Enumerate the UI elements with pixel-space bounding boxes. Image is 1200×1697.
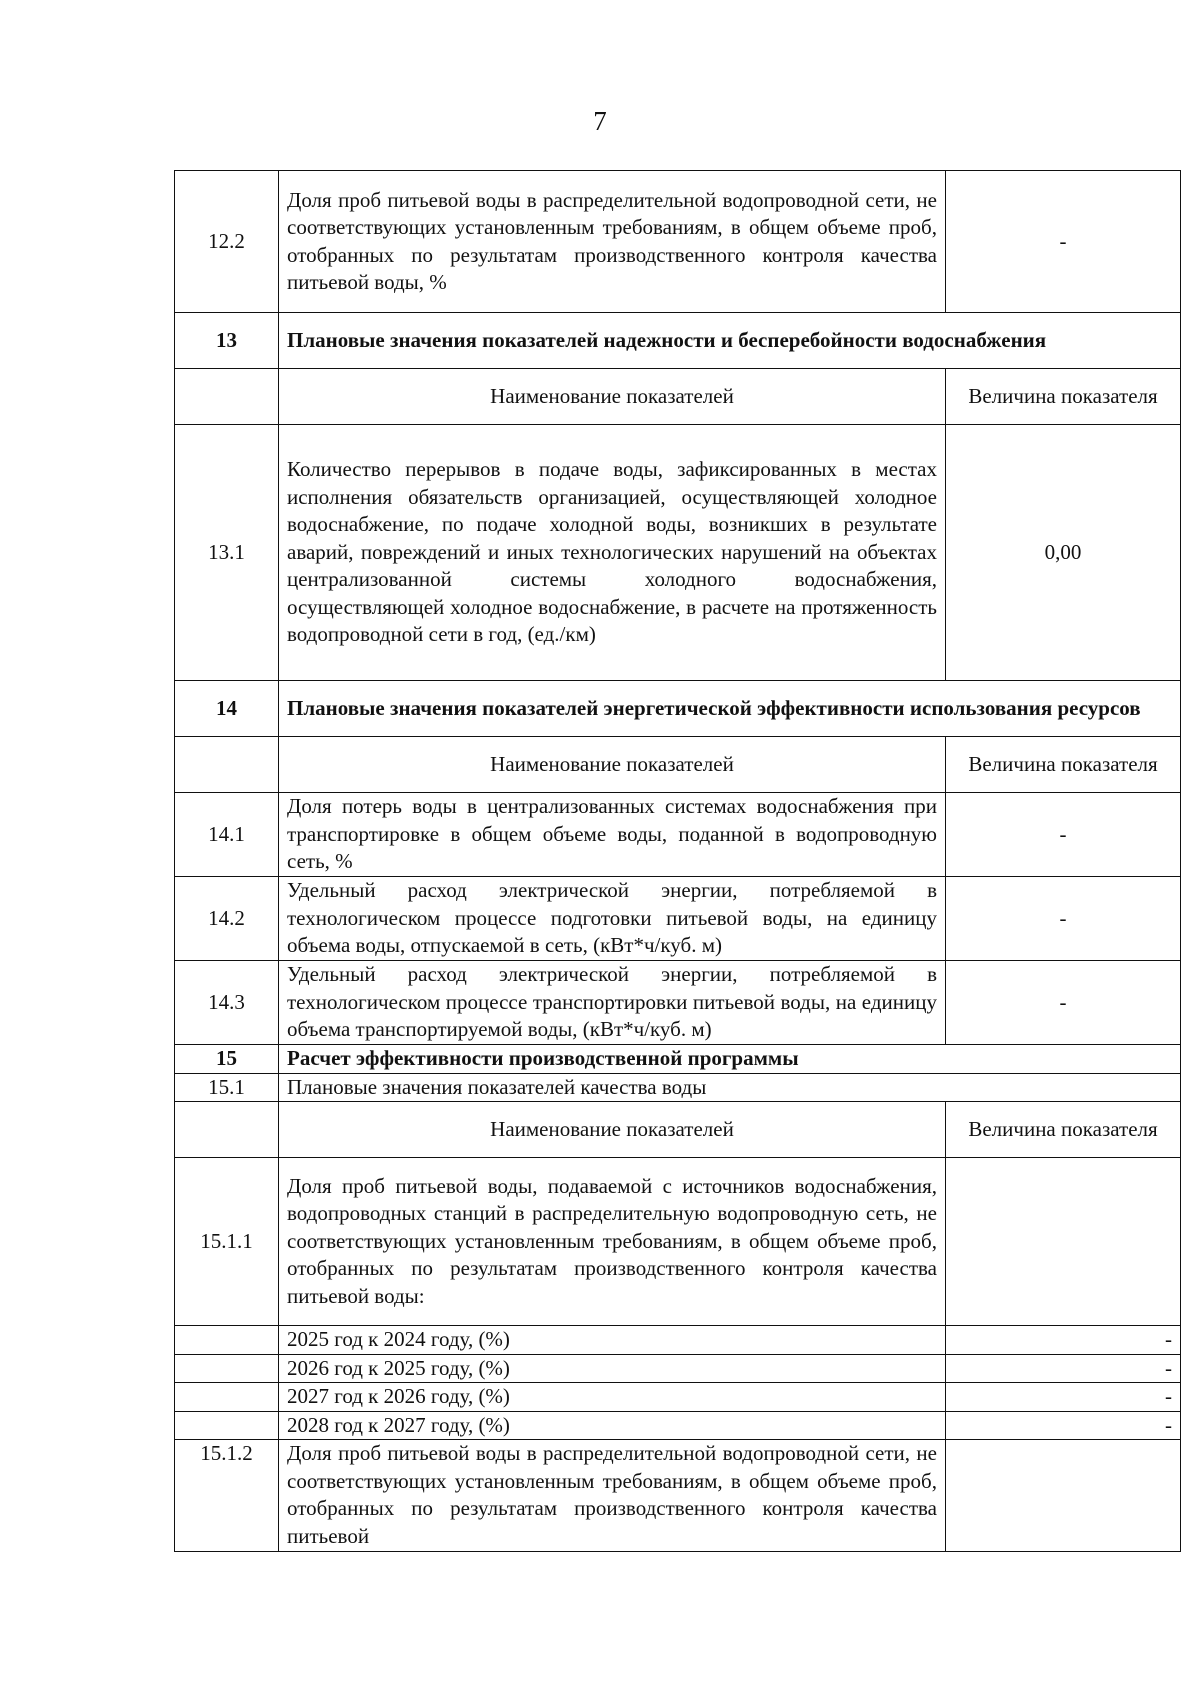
- row-number: 15.1.1: [175, 1158, 279, 1326]
- name-column-header: Наименование показателей: [279, 737, 946, 793]
- row-number: 14.3: [175, 961, 279, 1045]
- section-number: 13: [175, 313, 279, 369]
- name-column-header: Наименование показателей: [279, 369, 946, 425]
- indicator-value: -: [946, 961, 1181, 1045]
- year-value: -: [946, 1326, 1181, 1355]
- empty-cell: [175, 1326, 279, 1355]
- value-column-header: Величина показателя: [946, 1102, 1181, 1158]
- indicator-value: -: [946, 877, 1181, 961]
- indicator-name: Доля проб питьевой воды в распределительной водопроводной сети, не соответствующих установленным требованиям, в общем объеме проб, отобранных по результатам производственного контроля качества питьевой: [279, 1440, 946, 1552]
- empty-cell: [175, 737, 279, 793]
- indicator-value: 0,00: [946, 425, 1181, 681]
- section-number: 14: [175, 681, 279, 737]
- indicator-name: Удельный расход электрической энергии, потребляемой в технологическом процессе транспортировки питьевой воды, на единицу объема транспортируемой воды, (кВт*ч/куб. м): [279, 961, 946, 1045]
- indicator-value: [946, 1440, 1181, 1552]
- indicator-name: Доля проб питьевой воды в распределительной водопроводной сети, не соответствующих установленным требованиям, в общем объеме проб, отобранных по результатам производственного контроля качества питьевой воды, %: [279, 171, 946, 313]
- indicator-name: Плановые значения показателей качества воды: [279, 1073, 1181, 1102]
- section-row-15: [175, 1045, 1181, 1074]
- year-value: -: [946, 1383, 1181, 1412]
- year-row-2025: [175, 1326, 1181, 1355]
- year-value: -: [946, 1411, 1181, 1440]
- year-label: 2027 год к 2026 году, (%): [279, 1383, 946, 1412]
- page-number: 7: [593, 106, 607, 136]
- table-row-15-1-1: [175, 1158, 1181, 1326]
- indicator-value: -: [946, 171, 1181, 313]
- section-row-14: [175, 681, 1181, 737]
- empty-cell: [175, 1354, 279, 1383]
- row-number: 15.1.2: [175, 1440, 279, 1552]
- empty-cell: [175, 1411, 279, 1440]
- indicator-name: Доля проб питьевой воды, подаваемой с источников водоснабжения, водопроводных станций в распределительную водопроводную сеть, не соответствующих установленным требованиям, в общем объеме проб, отобранных по результатам производственного контроля качества питьевой воды:: [279, 1158, 946, 1326]
- section-title: Плановые значения показателей энергетической эффективности использования ресурсов: [279, 681, 1181, 737]
- table-row-14-2: [175, 877, 1181, 961]
- year-row-2027: [175, 1383, 1181, 1412]
- year-label: 2028 год к 2027 году, (%): [279, 1411, 946, 1440]
- table-row-15-1: [175, 1073, 1181, 1102]
- row-number: 13.1: [175, 425, 279, 681]
- value-column-header: Величина показателя: [946, 369, 1181, 425]
- table-row-12-2: [175, 171, 1181, 313]
- empty-cell: [175, 1383, 279, 1412]
- row-number: 15.1: [175, 1073, 279, 1102]
- name-column-header: Наименование показателей: [279, 1102, 946, 1158]
- table-row-14-3: [175, 961, 1181, 1045]
- header-row-14: [175, 737, 1181, 793]
- indicator-name: Удельный расход электрической энергии, потребляемой в технологическом процессе подготовки питьевой воды, на единицу объема воды, отпускаемой в сеть, (кВт*ч/куб. м): [279, 877, 946, 961]
- indicator-name: Количество перерывов в подаче воды, зафиксированных в местах исполнения обязательств организацией, осуществляющей холодное водоснабжение, по подаче холодной воды, возникших в результате аварий, повреждений и иных технологических нарушений на объектах централизованной системы холодного водоснабжения, осуществляющей холодное водоснабжение, в расчете на протяженность водопроводной сети в год, (ед./км): [279, 425, 946, 681]
- header-row-15: [175, 1102, 1181, 1158]
- section-number: 15: [175, 1045, 279, 1074]
- table-row-13-1: [175, 425, 1181, 681]
- table-row-15-1-2: [175, 1440, 1181, 1552]
- indicators-table: [174, 170, 1181, 1552]
- header-row-13: [175, 369, 1181, 425]
- row-number: 14.1: [175, 793, 279, 877]
- section-title: Расчет эффективности производственной программы: [279, 1045, 1181, 1074]
- year-label: 2025 год к 2024 году, (%): [279, 1326, 946, 1355]
- section-title: Плановые значения показателей надежности и бесперебойности водоснабжения: [279, 313, 1181, 369]
- year-label: 2026 год к 2025 году, (%): [279, 1354, 946, 1383]
- row-number: 14.2: [175, 877, 279, 961]
- year-row-2028: [175, 1411, 1181, 1440]
- indicator-name: Доля потерь воды в централизованных системах водоснабжения при транспортировке в общем объеме воды, поданной в водопроводную сеть, %: [279, 793, 946, 877]
- row-number: 12.2: [175, 171, 279, 313]
- indicator-value: -: [946, 793, 1181, 877]
- value-column-header: Величина показателя: [946, 737, 1181, 793]
- table-row-14-1: [175, 793, 1181, 877]
- empty-cell: [175, 369, 279, 425]
- empty-cell: [175, 1102, 279, 1158]
- year-row-2026: [175, 1354, 1181, 1383]
- indicator-value: [946, 1158, 1181, 1326]
- year-value: -: [946, 1354, 1181, 1383]
- section-row-13: [175, 313, 1181, 369]
